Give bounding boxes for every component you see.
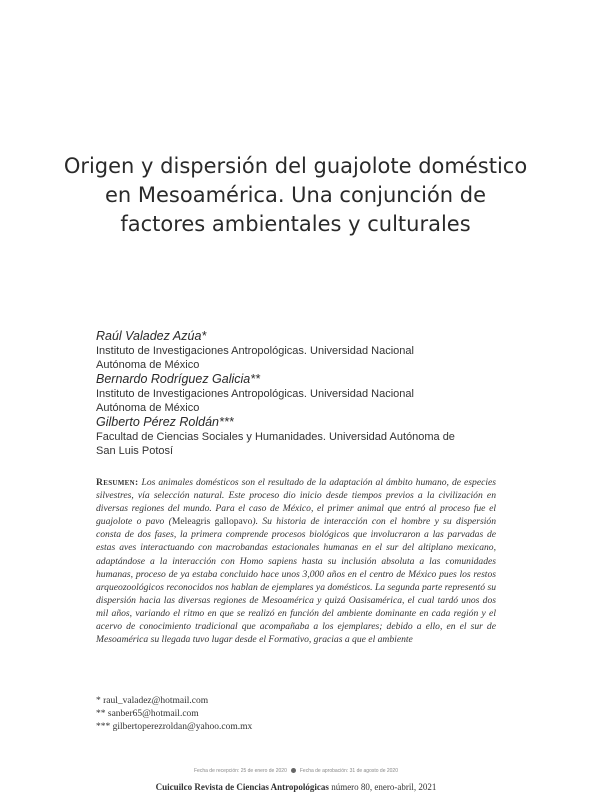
author-name: Bernardo Rodríguez Galicia** [96,372,260,386]
approved-date: Fecha de aprobación: 31 de agosto de 2020 [299,768,398,774]
bullet-separator [291,768,296,773]
author-affiliation: Instituto de Investigaciones Antropológicas. Universidad Nacional [96,388,414,400]
abstract [96,476,496,646]
abstract-label: Resumen: [96,477,139,488]
journal-footer [96,782,496,792]
footnote-email: * raul_valadez@hotmail.com [96,696,209,706]
author-block [96,329,496,458]
abstract-species: Meleagris gallopavo [171,516,253,528]
footnotes [96,695,496,734]
author-1 [96,329,496,372]
author-affiliation: Autónoma de México [96,402,200,414]
footnote-email: *** gilbertoperezroldan@yahoo.com.mx [96,722,253,732]
author-affiliation: Instituto de Investigaciones Antropológicas. Universidad Nacional [96,345,414,357]
author-2 [96,372,496,415]
author-affiliation: Autónoma de México [96,359,200,371]
author-affiliation: Facultad de Ciencias Sociales y Humanidades. Universidad Autónoma de [96,431,455,443]
footnote-email: ** sanber65@hotmail.com [96,709,199,719]
author-affiliation: San Luis Potosí [96,445,174,457]
received-date: Fecha de recepción: 25 de enero de 2020 [194,768,287,774]
journal-issue: número 80, enero-abril, 2021 [331,782,437,792]
author-name: Raúl Valadez Azúa* [96,329,207,343]
author-3 [96,415,496,458]
abstract-text: ). Su historia de interacción con el hombre y su dispersión consta de dos fases, la primera comprende procesos biológicos que involucraron a las parvadas de estas aves interactuando con macrobandas estacionales humanas en el sur del altiplano mexicano, adaptándose a la interacción con Homo sapiens hasta su inclusión absoluta a las comunidades humanas, proceso de ya estaba concluido hace unos 3,000 años en el centro de México pues los restos arqueozoológicos reconocidos nos hablan de ejemplares ya domésticos. La segunda parte representó su dispersión hacia las diversas regiones de Mesoamérica y quizá Oasisamérica, el cual tardó unos dos mil años, variando el ritmo en que se realizó en función del ambiente dominante en cada región y el acervo de conocimiento tradicional que acompañaba a los ejemplares; debido a ello, en el sur de Mesoamérica su llegada tuvo lugar desde el Formativo, gracias a que el ambiente [96,516,496,646]
abstract-text: Los animales domésticos son el resultado de la adaptación al ámbito humano, de especies silvestres, vía selección natural. Este proceso dio inicio desde tiempos previos a la civilización en diversas regiones del mundo. Para el caso de México, el primer animal que entró al proceso fue el guajolote o pavo ( [96,477,496,528]
submission-dates [96,768,496,774]
author-name: Gilberto Pérez Roldán*** [96,415,234,429]
article-title: Origen y dispersión del guajolote doméstico en Mesoamérica. Una conjunción de factores ambientales y culturales [63,154,528,236]
journal-name: Cuicuilco Revista de Ciencias Antropológicas [155,782,329,792]
